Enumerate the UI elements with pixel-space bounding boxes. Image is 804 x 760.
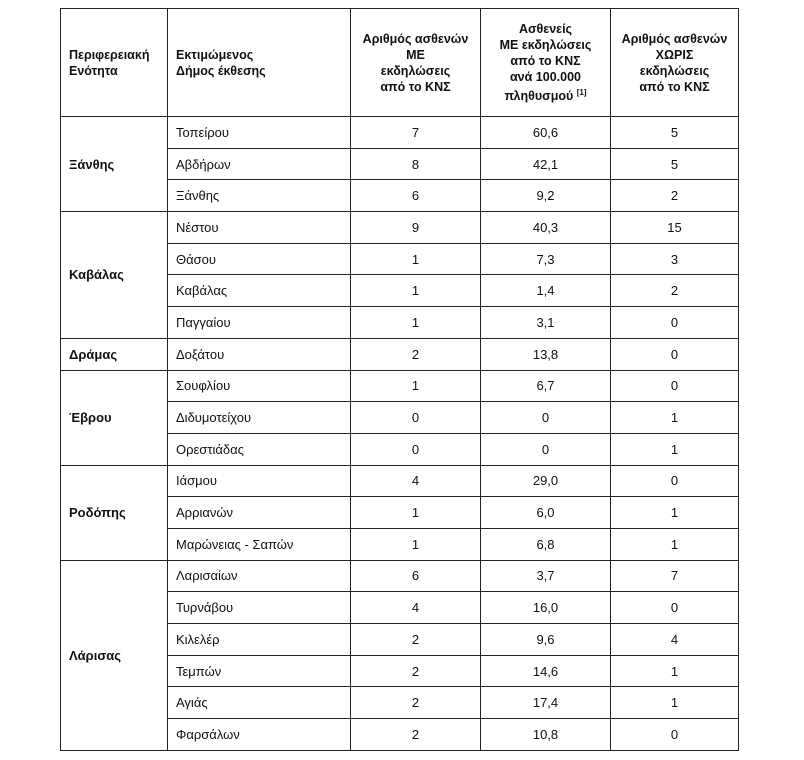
per-100k-cell: 7,3 (481, 243, 611, 275)
cases-with-cns-cell: 2 (351, 338, 481, 370)
cases-without-cns-cell: 1 (611, 497, 739, 529)
header-cases-with-cns (351, 9, 481, 117)
municipality-cell: Θάσου (168, 243, 351, 275)
header-line: εκδηλώσεις (639, 63, 710, 78)
municipality-cell: Λαρισαίων (168, 560, 351, 592)
header-line: από το ΚΝΣ (639, 79, 710, 94)
cases-without-cns-cell: 2 (611, 275, 739, 307)
municipality-cell: Ορεστιάδας (168, 433, 351, 465)
municipality-cell: Τοπείρου (168, 117, 351, 149)
cases-without-cns-cell: 4 (611, 624, 739, 656)
per-100k-cell: 42,1 (481, 148, 611, 180)
table-row (61, 212, 739, 244)
header-line: Δήμος έκθεσης (176, 63, 266, 78)
cases-with-cns-cell: 8 (351, 148, 481, 180)
region-name: Έβρου (61, 370, 168, 465)
region-name: Ξάνθης (61, 117, 168, 212)
cases-with-cns-cell: 2 (351, 687, 481, 719)
cases-without-cns-cell: 0 (611, 338, 739, 370)
cases-without-cns-cell: 0 (611, 719, 739, 751)
per-100k-cell: 3,7 (481, 560, 611, 592)
header-line: ανά 100.000 (510, 69, 581, 84)
header-regional-unit (61, 9, 168, 117)
cases-with-cns-cell: 9 (351, 212, 481, 244)
header-line: ΜΕ εκδηλώσεις (499, 37, 592, 52)
per-100k-cell: 1,4 (481, 275, 611, 307)
per-100k-cell: 60,6 (481, 117, 611, 149)
cases-without-cns-cell: 0 (611, 307, 739, 339)
per-100k-cell: 10,8 (481, 719, 611, 751)
table-body (61, 117, 739, 751)
cases-with-cns-cell: 0 (351, 433, 481, 465)
cases-without-cns-cell: 5 (611, 117, 739, 149)
cases-without-cns-cell: 0 (611, 370, 739, 402)
table-row (61, 338, 739, 370)
cases-with-cns-cell: 2 (351, 624, 481, 656)
municipality-cell: Μαρώνειας - Σαπών (168, 528, 351, 560)
cases-table (60, 8, 739, 751)
cases-with-cns-cell: 0 (351, 402, 481, 434)
cases-with-cns-cell: 1 (351, 307, 481, 339)
cases-with-cns-cell: 1 (351, 497, 481, 529)
header-line: Ενότητα (69, 63, 118, 78)
municipality-cell: Παγγαίου (168, 307, 351, 339)
cases-without-cns-cell: 1 (611, 402, 739, 434)
municipality-cell: Αβδήρων (168, 148, 351, 180)
region-name: Δράμας (61, 338, 168, 370)
municipality-cell: Αρριανών (168, 497, 351, 529)
cases-without-cns-cell: 1 (611, 655, 739, 687)
cases-without-cns-cell: 7 (611, 560, 739, 592)
header-municipality (168, 9, 351, 117)
header-line: ΧΩΡΙΣ (655, 47, 694, 62)
per-100k-cell: 17,4 (481, 687, 611, 719)
municipality-cell: Αγιάς (168, 687, 351, 719)
cases-without-cns-cell: 3 (611, 243, 739, 275)
municipality-cell: Καβάλας (168, 275, 351, 307)
header-line: από το ΚΝΣ (510, 53, 581, 68)
cases-with-cns-cell: 1 (351, 370, 481, 402)
cases-without-cns-cell: 1 (611, 687, 739, 719)
header-line: εκδηλώσεις (380, 63, 451, 78)
cases-with-cns-cell: 2 (351, 655, 481, 687)
header-line: Εκτιμώμενος (176, 47, 254, 62)
cases-with-cns-cell: 7 (351, 117, 481, 149)
per-100k-cell: 6,0 (481, 497, 611, 529)
header-line: από το ΚΝΣ (380, 79, 451, 94)
municipality-cell: Διδυμοτείχου (168, 402, 351, 434)
cases-without-cns-cell: 0 (611, 465, 739, 497)
footnote-ref[interactable]: [1] (576, 87, 587, 97)
region-name: Λάρισας (61, 560, 168, 750)
cases-with-cns-cell: 4 (351, 465, 481, 497)
cases-without-cns-cell: 5 (611, 148, 739, 180)
per-100k-cell: 14,6 (481, 655, 611, 687)
header-line: πληθυσμού (504, 89, 574, 104)
header-line: Περιφερειακή (69, 47, 150, 62)
municipality-cell: Τυρνάβου (168, 592, 351, 624)
cases-without-cns-cell: 15 (611, 212, 739, 244)
cases-with-cns-cell: 1 (351, 275, 481, 307)
table-row (61, 465, 739, 497)
cases-with-cns-cell: 4 (351, 592, 481, 624)
per-100k-cell: 16,0 (481, 592, 611, 624)
header-per-100k (481, 9, 611, 117)
header-line: Αριθμός ασθενών (362, 31, 469, 46)
per-100k-cell: 6,7 (481, 370, 611, 402)
municipality-cell: Ξάνθης (168, 180, 351, 212)
cases-with-cns-cell: 1 (351, 243, 481, 275)
cases-without-cns-cell: 1 (611, 528, 739, 560)
region-name: Ροδόπης (61, 465, 168, 560)
region-name: Καβάλας (61, 212, 168, 339)
cases-with-cns-cell: 2 (351, 719, 481, 751)
per-100k-cell: 40,3 (481, 212, 611, 244)
municipality-cell: Κιλελέρ (168, 624, 351, 656)
cases-with-cns-cell: 6 (351, 180, 481, 212)
per-100k-cell: 6,8 (481, 528, 611, 560)
per-100k-cell: 0 (481, 402, 611, 434)
per-100k-cell: 0 (481, 433, 611, 465)
municipality-cell: Τεμπών (168, 655, 351, 687)
header-line: ΜΕ (406, 47, 425, 62)
cases-without-cns-cell: 2 (611, 180, 739, 212)
cases-without-cns-cell: 1 (611, 433, 739, 465)
municipality-cell: Νέστου (168, 212, 351, 244)
per-100k-cell: 9,2 (481, 180, 611, 212)
per-100k-cell: 29,0 (481, 465, 611, 497)
municipality-cell: Δοξάτου (168, 338, 351, 370)
header-line: Ασθενείς (518, 21, 573, 36)
cases-with-cns-cell: 1 (351, 528, 481, 560)
table-row (61, 560, 739, 592)
table-row (61, 117, 739, 149)
cases-with-cns-cell: 6 (351, 560, 481, 592)
header-line: Αριθμός ασθενών (621, 31, 728, 46)
cases-without-cns-cell: 0 (611, 592, 739, 624)
municipality-cell: Σουφλίου (168, 370, 351, 402)
table-row (61, 370, 739, 402)
per-100k-cell: 13,8 (481, 338, 611, 370)
municipality-cell: Ιάσμου (168, 465, 351, 497)
header-cases-without-cns (611, 9, 739, 117)
header-row (61, 9, 739, 117)
per-100k-cell: 3,1 (481, 307, 611, 339)
per-100k-cell: 9,6 (481, 624, 611, 656)
municipality-cell: Φαρσάλων (168, 719, 351, 751)
